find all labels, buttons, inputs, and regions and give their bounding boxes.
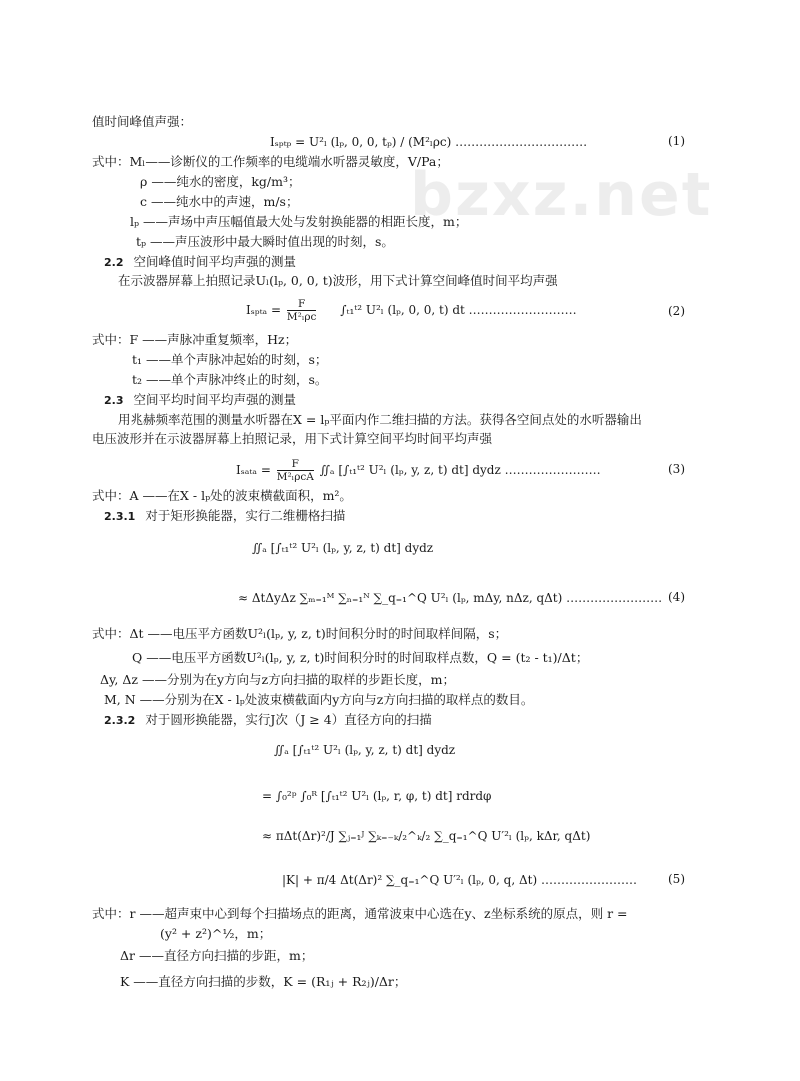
section-heading-2-3-1 [104,508,345,525]
equation-lhs: Iₛₐₜₐ = [236,463,271,477]
equation-fraction [277,458,314,483]
equation-5-line-4: |K| + π/4 Δt(Δr)² ∑_q₌₁^Q U′²ₗ (lₚ, 0, q, Δt) …………………… [282,873,637,887]
section-title: 对于圆形换能器，实行J次（J ≥ 4）直径方向的扫描 [145,712,432,727]
equation-rhs: ∫ₜ₁ᵗ² U²ₗ (lₚ, 0, 0, t) dt ……………………… [340,303,577,317]
section-heading-2-3 [104,392,296,409]
definition-line: Δy, Δz ——分别为在y方向与z方向扫描的取样的步距长度，m； [100,672,455,687]
intro-text: 值时间峰值声强： [92,114,193,129]
paragraph: 在示波器屏幕上拍照记录Uₗ(lₚ, 0, 0, t)波形，用下式计算空间峰值时间平均声强 [118,273,558,288]
definition-line: (y² + z²)^½，m； [160,926,272,941]
equation-5-line-1: ∬ₐ [∫ₜ₁ᵗ² U²ₗ (lₚ, y, z, t) dt] dydz [274,743,456,757]
paragraph: 用兆赫频率范围的测量水听器在X = lₚ平面内作二维扫描的方法。获得各空间点处的水听器输出 [118,412,642,427]
equation-5-line-2: = ∫₀²ᵖ ∫₀ᴿ [∫ₜ₁ᵗ² U²ₗ (lₚ, r, φ, t) dt] rdrdφ [262,789,492,803]
equation-1-number: (1) [668,134,685,148]
definition-line: 式中：F ——声脉冲重复频率，Hz； [92,332,298,347]
section-number: 2.2 [104,256,124,269]
equation-3-number: (3) [668,462,685,476]
definition-line: M, N ——分别为在X - lₚ处波束横截面内y方向与z方向扫描的取样点的数目。 [104,692,534,707]
section-heading-2-3-2 [104,712,432,729]
definition-line: Δr ——直径方向扫描的步距，m； [120,948,314,963]
definition-line: t₂ ——单个声脉冲终止的时刻，s。 [132,372,328,387]
equation-fraction [287,298,317,323]
equation-2 [246,298,577,323]
definition-line: Q ——电压平方函数U²ₗ(lₚ, y, z, t)时间积分时的时间取样点数，Q = (t₂ - t₁)/Δt； [132,650,589,665]
equation-4-line-1: ∬ₐ [∫ₜ₁ᵗ² U²ₗ (lₚ, y, z, t) dt] dydz [252,541,434,555]
definition-line: 式中：r ——超声束中心到每个扫描场点的距离，通常波束中心选在y、z坐标系统的原点，则 r = [92,906,628,921]
equation-rhs: ∬ₐ [∫ₜ₁ᵗ² U²ₗ (lₚ, y, z, t) dt] dydz …………………… [319,463,601,477]
definition-line: tₚ ——声压波形中最大瞬时值出现的时刻，s。 [136,234,394,249]
equation-1: Iₛₚₜₚ = U²ₗ (lₚ, 0, 0, tₚ) / (M²ₗρc) …………………………… [270,135,588,149]
section-number: 2.3 [104,394,124,407]
fraction-numerator: F [287,298,317,311]
definition-line: K ——直径方向扫描的步数，K = (R₁ⱼ + R₂ⱼ)/Δr； [120,974,407,989]
equation-4-line-2: ≈ ΔtΔyΔz ∑ₘ₌₁ᴹ ∑ₙ₌₁ᴺ ∑_q₌₁^Q U²ₗ (lₚ, mΔy, nΔz, qΔt) …………………… [238,591,663,605]
equation-5-line-3: ≈ πΔt(Δr)²/J ∑ⱼ₌₁ᴶ ∑ₖ₌₋ₖ/₂^ₖ/₂ ∑_q₌₁^Q U′²ₗ (lₚ, kΔr, qΔt) [262,829,591,843]
definition-line: c ——纯水中的声速，m/s； [140,194,299,209]
equation-4-number: (4) [668,590,685,604]
section-title: 空间平均时间平均声强的测量 [133,392,296,407]
definition-line: 式中：Mₗ——诊断仪的工作频率的电缆端水听器灵敏度，V/Pa； [92,154,449,169]
equation-lhs: Iₛₚₜₐ = [246,303,282,317]
fraction-denominator: M²ₗρcA [276,471,314,483]
paragraph: 电压波形并在示波器屏幕上拍照记录，用下式计算空间平均时间平均声强 [92,431,493,446]
section-number: 2.3.2 [104,714,136,727]
watermark: bzxz.net [410,160,713,230]
definition-line: lₚ ——声场中声压幅值最大处与发射换能器的相距长度，m； [130,214,468,229]
definition-line: 式中：Δt ——电压平方函数U²ₗ(lₚ, y, z, t)时间积分时的时间取样间隔，s； [92,626,508,641]
definition-line: ρ ——纯水的密度，kg/m³； [140,174,301,189]
section-title: 对于矩形换能器，实行二维栅格扫描 [145,508,346,523]
section-number: 2.3.1 [104,510,136,523]
fraction-numerator: F [277,458,314,471]
equation-3 [236,458,601,483]
definition-line: t₁ ——单个声脉冲起始的时刻，s； [132,352,328,367]
fraction-denominator: M²ₗρc [286,311,317,323]
section-heading-2-2 [104,254,296,271]
definition-line: 式中：A ——在X - lₚ处的波束横截面积，m²。 [92,488,352,503]
section-title: 空间峰值时间平均声强的测量 [133,254,296,269]
equation-2-number: (2) [668,304,685,318]
equation-5-number: (5) [668,872,685,886]
